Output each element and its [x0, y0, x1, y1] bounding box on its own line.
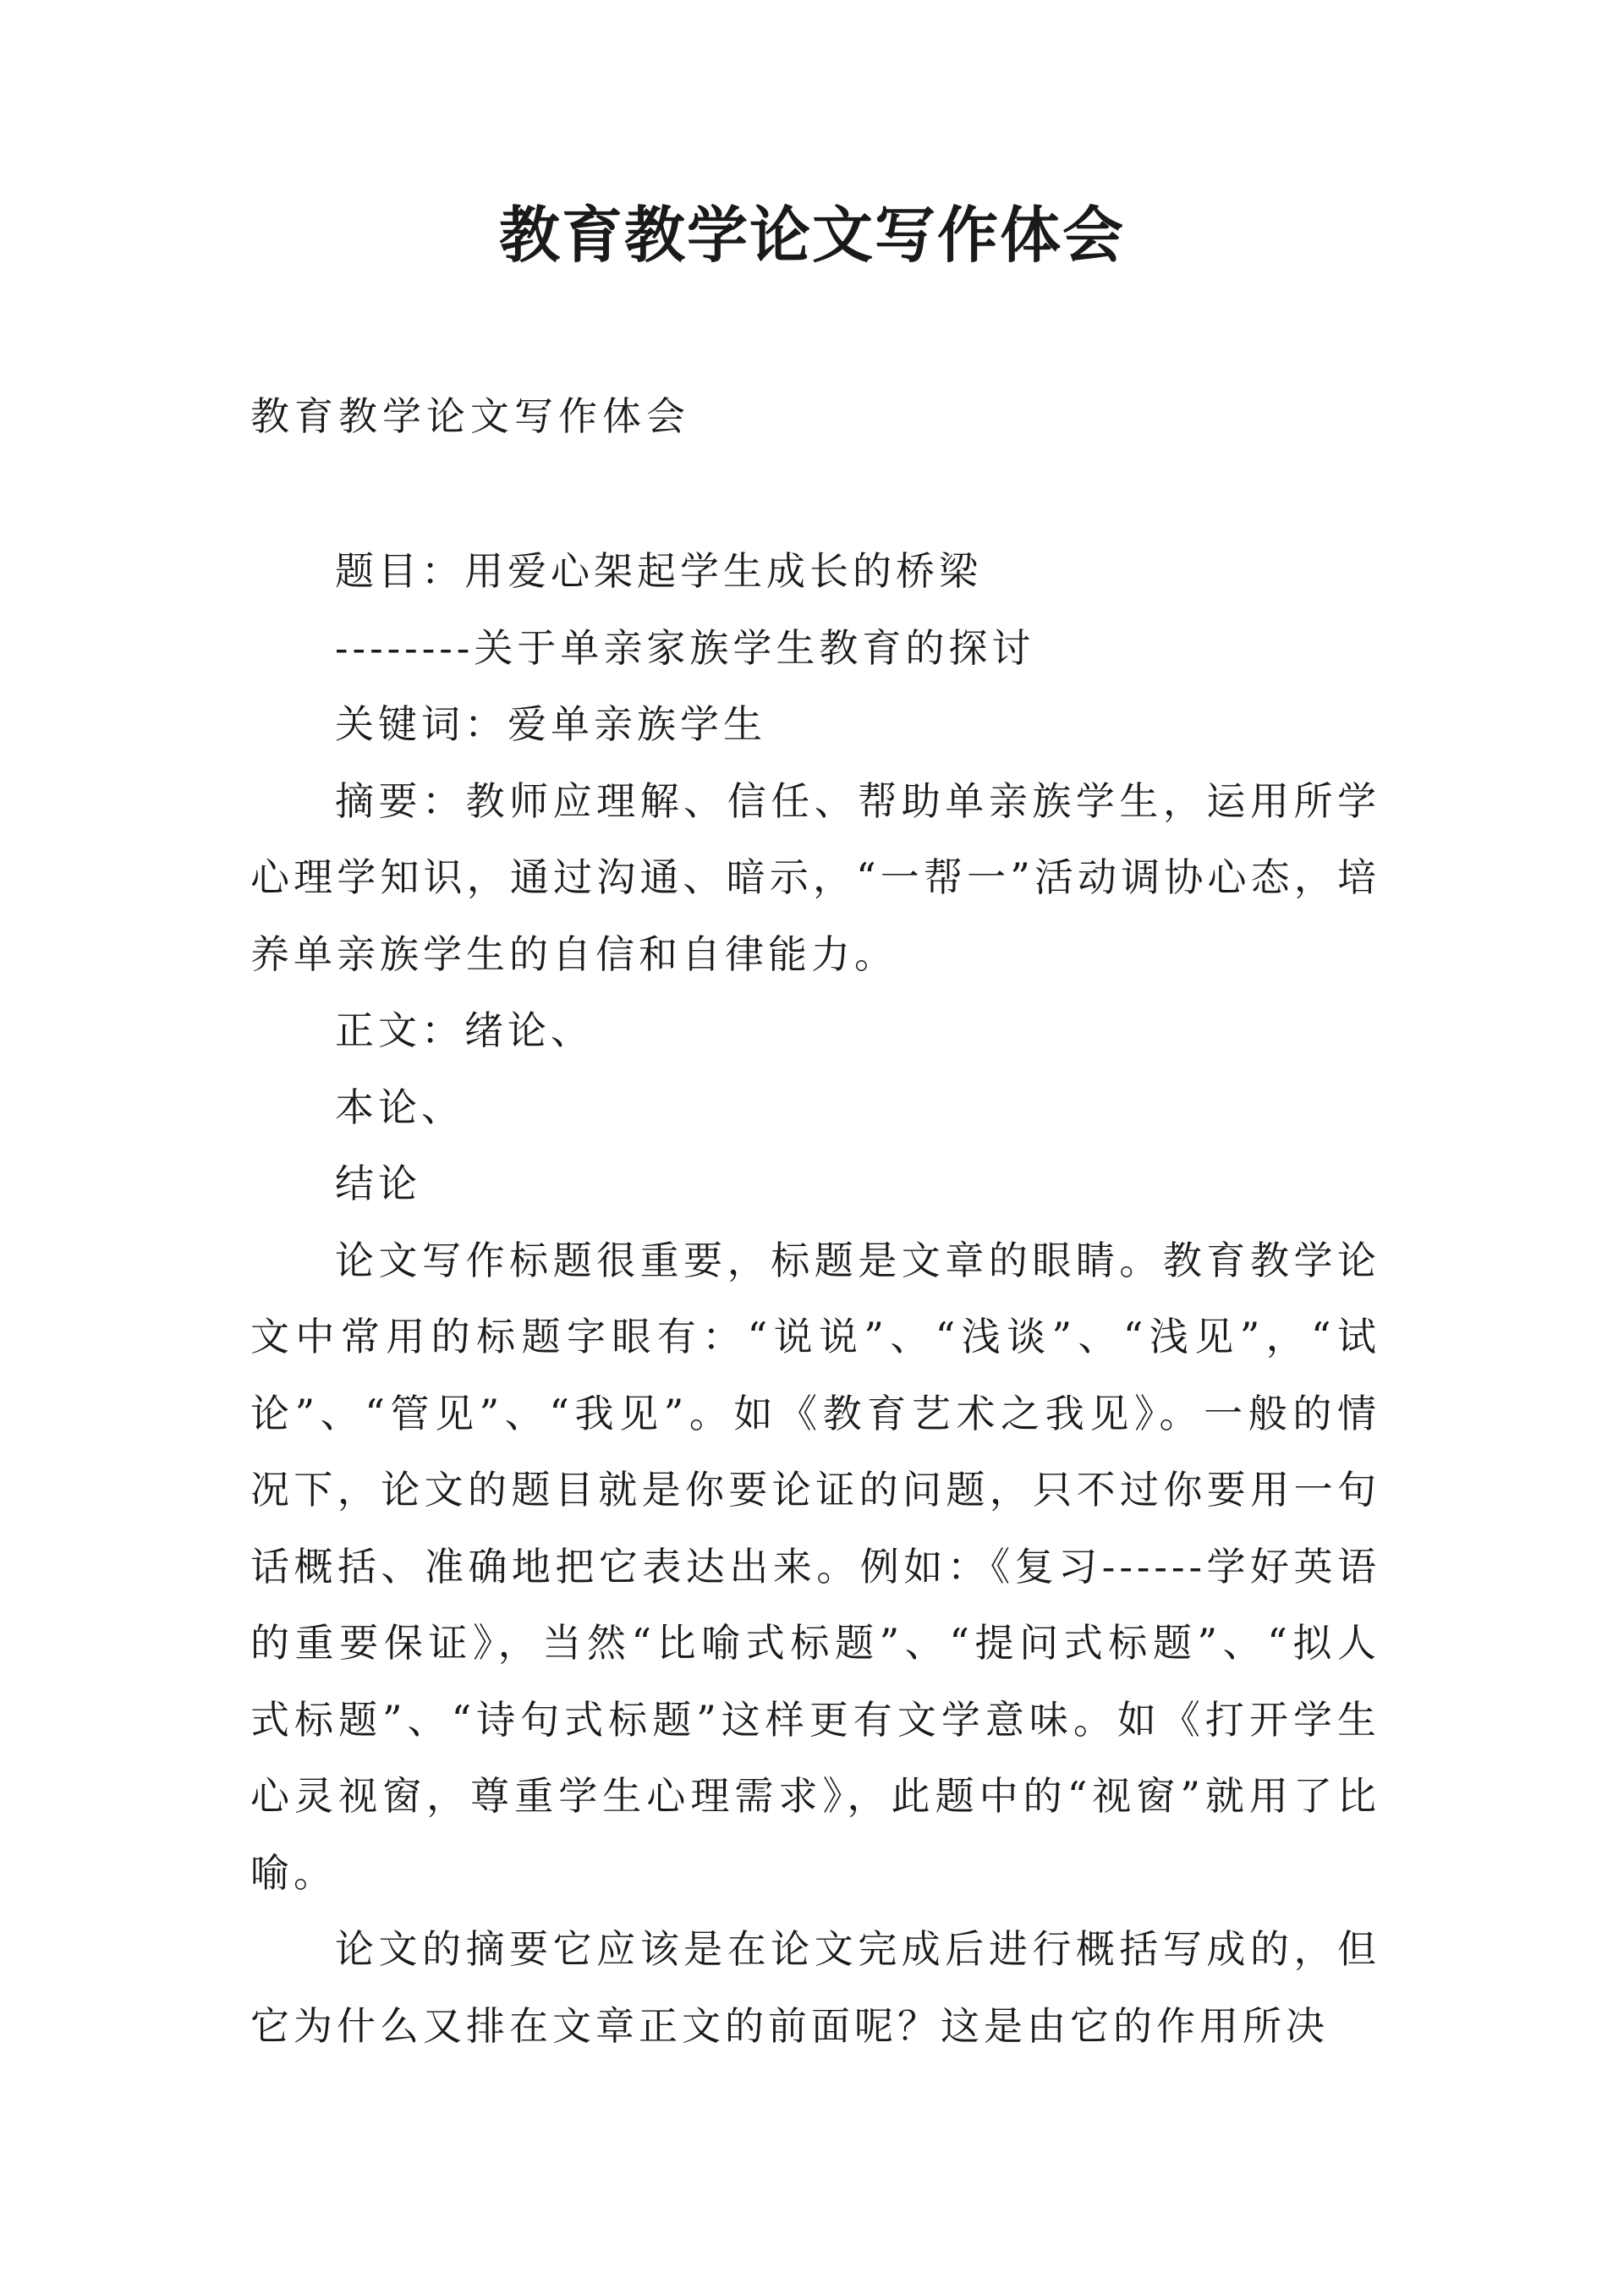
paragraph-title-advice: 论文写作标题很重要，标题是文章的眼睛。教育教学论文中常用的标题字眼有：“说说”、“浅谈”、“浅见”，“试论”、“管见”、“我见”。如《教育艺术之我见》。一般的情况下，论文的题目就是你要论证的问题，只不过你要用一句话概括、准确地把它表达出来。例如：《复习------学好英语的重要保证》，当然“比喻式标题”、“提问式标题”、“拟人式标题”、“诗句式标题”这样更有文学意味。如《打开学生心灵视窗，尊重学生心理需求》，此题中的“视窗”就用了比喻。	[250, 1237, 1380, 1896]
paragraph-abstract-advice: 论文的摘要它应该是在论文完成后进行概括写成的，但它为什么又排在文章正文的前面呢？这是由它的作用所决	[250, 1926, 1380, 2049]
paragraph-body-conclusion: 结论	[335, 1161, 421, 1206]
document-body	[250, 533, 1380, 2064]
paragraph-abstract: 摘要：教师应理解、信任、帮助单亲族学生，运用所学心理学知识，通过沟通、暗示，“一帮一”活动调协心态，培养单亲族学生的自信和自律能力。	[250, 777, 1380, 977]
document-title: 教育教学论文写作体会	[498, 200, 1125, 271]
document-subtitle: 教育教学论文写作体会	[250, 393, 690, 439]
paragraph-body-intro: 正文：绪论、	[335, 1007, 594, 1053]
paragraph-subtopic: --------关于单亲家族学生教育的探讨	[335, 624, 1035, 671]
paragraph-keywords: 关键词：爱单亲族学生	[335, 701, 766, 747]
paragraph-body-main: 本论、	[335, 1084, 464, 1130]
paragraph-topic: 题目：用爱心架起学生成长的桥梁	[335, 548, 982, 594]
